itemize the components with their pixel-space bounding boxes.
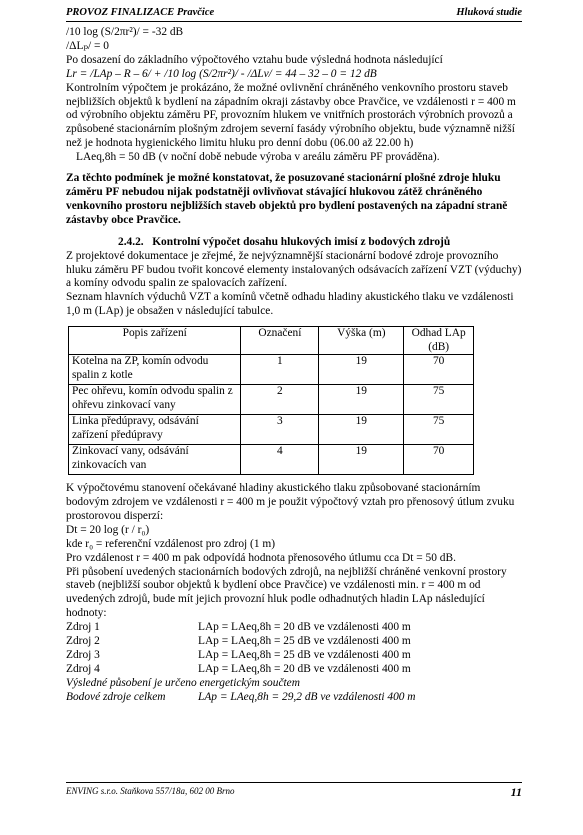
source-name: Zdroj 2 — [66, 635, 100, 648]
table-cell: 19 — [319, 385, 404, 415]
result-value: LAp = LAeq,8h = 29,2 dB ve vzdálenosti 400 m — [198, 690, 416, 703]
source-value: LAp = LAeq,8h = 20 dB ve vzdálenosti 400 m — [198, 621, 411, 634]
source-line — [66, 635, 522, 649]
paragraph: K výpočtovému stanovení očekávané hladiny akustického tlaku způsobované stacionárním bodovým zdrojem ve vzdálenosti r = 400 m je použit výpočtový vztah pro přenosový útlum zvuku prostorovou disperzí: — [66, 482, 515, 522]
column-header: Označení — [241, 327, 319, 355]
table-cell: Kotelna na ZP, komín odvodu spalin z kotle — [69, 355, 241, 385]
column-header: Výška (m) — [319, 327, 404, 355]
page-number: 11 — [510, 785, 522, 799]
source-name: Zdroj 4 — [66, 662, 100, 675]
table-row — [69, 355, 474, 385]
table-cell: Zinkovací vany, odsávání zinkovacích van — [69, 445, 241, 475]
paragraph: Při působení uvedených stacionárních bodových zdrojů, na nejbližší chráněné venkovní prostory staveb (nejbližší soubor objektů k bydlení obce Pravčice) ve vzdálenosti min. r = 400 m od uvedených zdrojů, bude mít jejich provozní hluk podle odhadnutých hladin LAp následující hodnoty: — [66, 565, 507, 620]
paragraph: Po dosazení do základního výpočtového vztahu bude výsledná hodnota následující — [66, 53, 443, 66]
paragraph: Pro vzdálenost r = 400 m pak odpovídá hodnota přenosového útlumu cca Dt = 50 dB. — [66, 551, 456, 564]
column-header: Popis zařízení — [69, 327, 241, 355]
table-cell: 75 — [404, 415, 474, 445]
source-value: LAp = LAeq,8h = 20 dB ve vzdálenosti 400 m — [198, 662, 411, 675]
page-footer — [66, 782, 522, 799]
paragraph: Seznam hlavních výduchů VZT a komínů včetně odhadu hladiny akustického tlaku ve vzdálenosti 1,0 m (LAp) je obsažen v následující tabulce. — [66, 291, 514, 318]
sources-table — [68, 326, 474, 475]
header-document-type: Hluková studie — [456, 7, 522, 18]
formula-note: kde r₀ = referenční vzdálenost pro zdroj (1 m) — [66, 537, 276, 550]
table-cell: 19 — [319, 445, 404, 475]
table-row — [69, 385, 474, 415]
paragraph: Z projektové dokumentace je zřejmé, že nejvýznamnější stacionární bodové zdroje provozního hluku záměru PF budou tvořit koncové elementy instalovaných odsávacích zařízení VZT (výduchy) a komíny odvodu spalin ze spalovacích zařízení. — [66, 249, 522, 290]
result-line — [66, 691, 522, 705]
formula-line: /10 log (S/2πr²)/ = -32 dB — [66, 26, 184, 38]
conclusion-paragraph: Za těchto podmínek je možné konstatovat, že posuzované stacionární plošné zdroje hluku záměru PF nebudou nijak podstatněji ovlivňovat stávající hlukovou zátěž chráněného venkovního prostoru nejbližších staveb objektů pro bydlení postavených na západní straně zástavby obce Pravčice. — [66, 172, 508, 226]
result-note: Výsledné působení je určeno energetickým součtem — [66, 676, 300, 689]
table-cell: Pec ohřevu, komín odvodu spalin z ohřevu zinkovací vany — [69, 385, 241, 415]
page-header — [66, 7, 522, 22]
result-name: Bodové zdroje celkem — [66, 690, 166, 703]
table-cell: 4 — [241, 445, 319, 475]
table-cell: 70 — [404, 355, 474, 385]
source-line — [66, 663, 522, 677]
column-header: Odhad LAp (dB) — [404, 327, 474, 355]
section-number: 2.4.2. — [118, 235, 144, 248]
limit-value-line: LAeq,8h = 50 dB (v noční době nebude výroba v areálu záměru PF prováděna). — [76, 151, 440, 164]
section-title: Kontrolní výpočet dosahu hlukových imisí z bodových zdrojů — [152, 235, 451, 248]
table-row — [69, 445, 474, 475]
table-cell: Linka předúpravy, odsávání zařízení předúpravy — [69, 415, 241, 445]
table-cell: 3 — [241, 415, 319, 445]
formula-line: /ΔLₚ/ = 0 — [66, 39, 109, 52]
paragraph: Kontrolním výpočtem je prokázáno, že možné ovlivnění chráněného venkovního prostoru staveb nejbližších objektů k bydlení na západním okraji zástavby obce Pravčice, ve vzdálenosti r = 400 m od výrobního objektu záměru PF, provozním hlukem ve vnitřních prostorách výrobních provozů a způsobené stacionárním plošným zdrojem severní fasády výrobního objektu, bude významně nižší než je hodnota hygienického limitu hluku pro denní dobu (06.00 až 22.00 h) — [66, 81, 516, 150]
formula-line: Dt = 20 log (r / r₀) — [66, 523, 150, 536]
section-heading — [66, 236, 522, 250]
footer-company-address: ENVING s.r.o. Staňkova 557/18a, 602 00 Brno — [66, 786, 235, 796]
header-project-title: PROVOZ FINALIZACE Pravčice — [66, 7, 215, 18]
page-body — [66, 26, 522, 705]
source-line — [66, 649, 522, 663]
table-header-row — [69, 327, 474, 355]
table-cell: 1 — [241, 355, 319, 385]
source-value: LAp = LAeq,8h = 25 dB ve vzdálenosti 400 m — [198, 649, 411, 661]
table-row — [69, 415, 474, 445]
table-cell: 19 — [319, 415, 404, 445]
table-cell: 2 — [241, 385, 319, 415]
source-name: Zdroj 3 — [66, 649, 100, 661]
formula-result: Lr = /LAp – R – 6/ + /10 log (S/2πr²)/ - /ΔLv/ = 44 – 32 – 0 = 12 dB — [66, 67, 377, 80]
table-cell: 19 — [319, 355, 404, 385]
table-cell: 70 — [404, 445, 474, 475]
source-value: LAp = LAeq,8h = 25 dB ve vzdálenosti 400 m — [198, 635, 411, 648]
source-line — [66, 621, 522, 635]
source-name: Zdroj 1 — [66, 621, 100, 634]
table-cell: 75 — [404, 385, 474, 415]
